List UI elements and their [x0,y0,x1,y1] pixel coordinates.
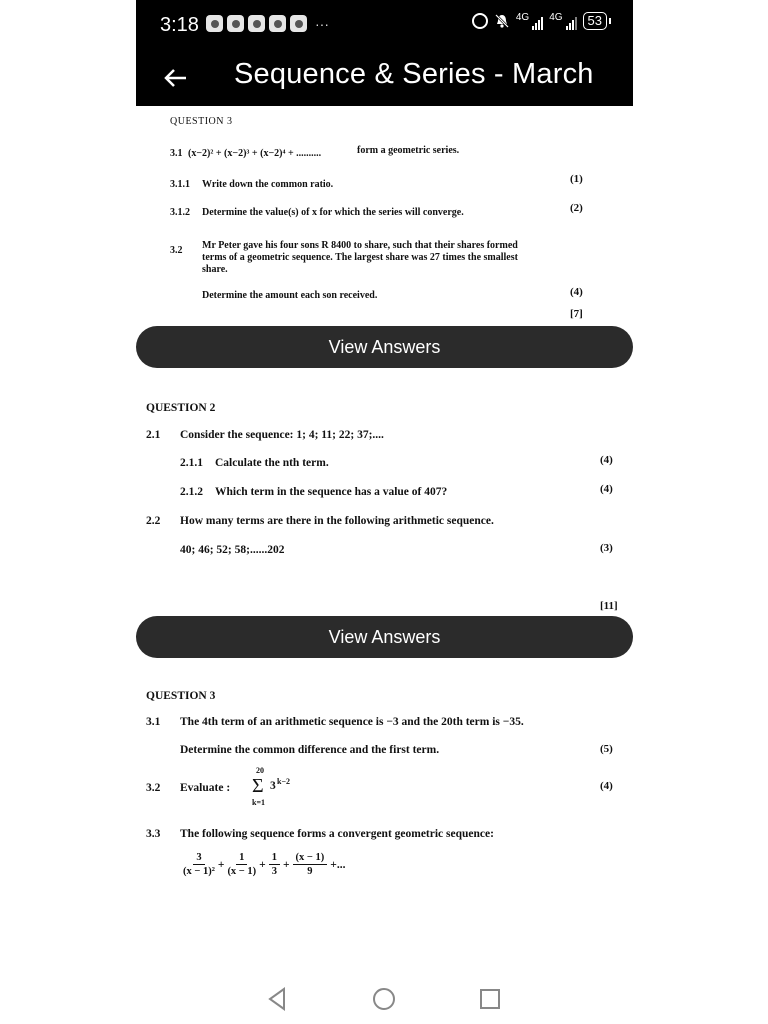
question-number: 3.2 [146,782,161,794]
app-bar [136,50,633,106]
phone-screen [136,0,633,1024]
plus-sign: + [217,858,225,871]
question-text: Consider the sequence: 1; 4; 11; 22; 37;.... [180,429,384,441]
notification-icons [206,15,329,32]
marks-label: (4) [600,780,613,792]
signal-strength-icon [516,12,543,30]
question-number: 2.1.2 [180,486,203,498]
total-marks: [11] [600,600,618,612]
marks-label: (3) [600,542,613,554]
question-heading: QUESTION 3 [146,690,216,702]
signal-strength-icon [549,12,576,30]
nav-back-icon[interactable] [264,986,290,1012]
question-number: 3.1.2 [170,207,190,218]
fraction: $\frac{1}{3}$ [269,852,280,877]
sum-lower-limit: k=1 [252,798,266,807]
status-time: 3:18 [160,14,199,36]
question-text: form a geometric series. [357,145,460,156]
marks-label: (4) [570,286,583,298]
marks-label: (5) [600,743,613,755]
battery-level: 53 [587,13,602,28]
series-ellipsis: +... [330,858,346,871]
more-notifications-icon: ··· [315,15,329,32]
network-type-label: 4G [515,12,530,23]
navigation-bar [136,970,633,1024]
notification-app-icon [248,15,265,32]
nav-home-icon[interactable] [371,986,397,1012]
sigma-symbol: Σ [252,775,264,797]
question-text: Mr Peter gave his four sons R 8400 to share, such that their shares formed [202,240,518,251]
marks-label: (4) [600,454,613,466]
back-arrow-icon[interactable] [160,62,192,94]
question-heading: QUESTION 3 [170,116,233,127]
question-number: 3.1 [170,148,183,159]
question-text: Write down the common ratio. [202,179,334,190]
total-marks: [7] [570,308,583,320]
sum-term: 3 [270,780,276,792]
question-number: 3.3 [146,828,161,840]
question-text: Determine the amount each son received. [202,290,378,301]
question-text: terms of a geometric sequence. The largest share was 27 times the smallest [202,252,518,263]
question-number: 2.1.1 [180,457,203,469]
question-number: 3.1.1 [170,179,190,190]
question-number: 3.1 [146,716,161,728]
document-viewer[interactable] [136,106,633,966]
marks-label: (1) [570,173,583,185]
question-text: How many terms are there in the following arithmetic sequence. [180,515,494,527]
question-text: The following sequence forms a convergent geometric sequence: [180,828,494,840]
question-text: Determine the value(s) of x for which the series will converge. [202,207,464,218]
fraction: $\frac{3}{\text{(x − 1)²}}$ [183,852,215,877]
alarm-icon [472,13,488,29]
plus-sign: + [259,858,266,871]
view-answers-button[interactable]: View Answers [136,616,633,658]
notification-app-icon [290,15,307,32]
sum-upper-limit: 20 [256,766,264,775]
geometric-series-expression [180,852,345,877]
question-number: 2.1 [146,429,161,441]
mute-icon [494,13,510,29]
view-answers-button[interactable]: View Answers [136,326,633,368]
marks-label: (2) [570,202,583,214]
question-text: Evaluate : [180,782,231,794]
question-text: Determine the common difference and the first term. [180,744,440,756]
question-text: Which term in the sequence has a value of 407? [215,486,448,498]
notification-app-icon [206,15,223,32]
question-number: 2.2 [146,515,161,527]
system-status [472,12,607,30]
plus-sign: + [282,858,290,871]
question-text: share. [202,264,228,275]
marks-label: (4) [600,483,613,495]
fraction: $\frac{(x - 1)}{9}$ [293,852,328,877]
math-expression: (x−2)² + (x−2)³ + (x−2)⁴ + .......... [188,148,322,159]
page-title: Sequence & Series - March [234,58,594,90]
battery-icon [583,12,607,30]
question-text: The 4th term of an arithmetic sequence is −3 and the 20th term is −35. [180,716,524,728]
question-text: Calculate the nth term. [215,457,329,469]
sequence-text: 40; 46; 52; 58;......202 [180,544,285,556]
notification-app-icon [269,15,286,32]
nav-recents-icon[interactable] [477,986,503,1012]
question-heading: QUESTION 2 [146,402,216,414]
status-bar [136,0,633,50]
question-number: 3.2 [170,245,183,256]
sum-exponent: k−2 [277,777,291,786]
notification-app-icon [227,15,244,32]
network-type-label: 4G [549,12,563,23]
fraction: $\frac{1}{(x - 1)}$ [227,852,257,877]
